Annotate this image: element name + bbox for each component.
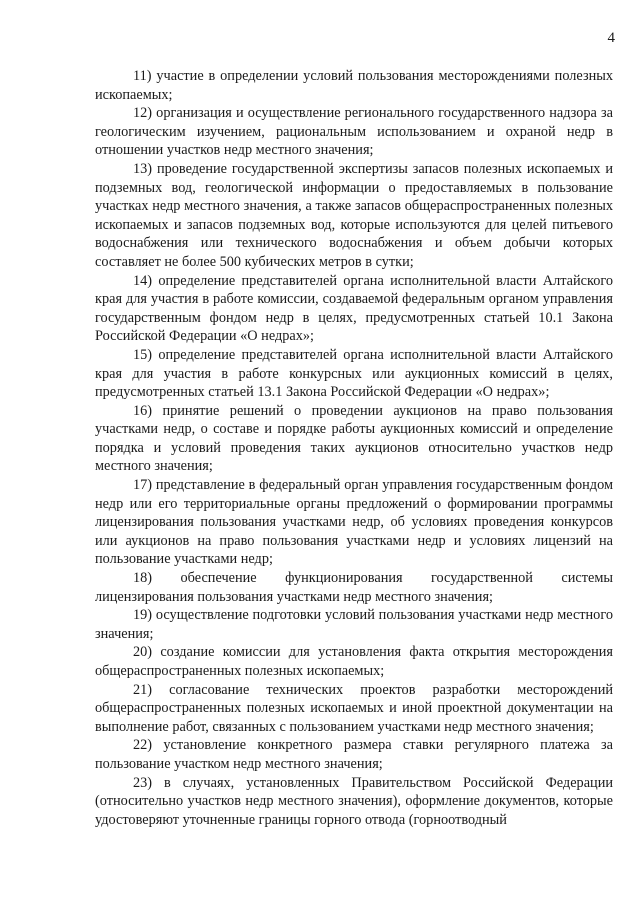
list-item-17: 17) представление в федеральный орган управления государственным фондом недр или его территориальные органы предложений о формировании программы лицензирования пользования участками недр, об условиях проведения конкурсов или аукционов на право пользования участками недр и условиях лицензий на пользование участками недр; bbox=[95, 477, 613, 568]
list-item-21: 21) согласование технических проектов разработки месторождений общераспространенных полезных ископаемых и иной проектной документации на выполнение работ, связанных с пользованием участками недр местного значения; bbox=[95, 681, 613, 735]
list-item-19: 19) осуществление подготовки условий пользования участками недр местного значения; bbox=[95, 607, 613, 642]
list-item-15: 15) определение представителей органа исполнительной власти Алтайского края для участия в работе конкурсных или аукционных комиссий в целях, предусмотренных статьей 13.1 Закона Российской Федерации «О недрах»; bbox=[95, 346, 613, 401]
list-item-16: 16) принятие решений о проведении аукционов на право пользования участками недр, о составе и порядке работы аукционных комиссий и определение порядка и условий проведения таких аукционов относительно участков недр местного значения; bbox=[95, 402, 613, 475]
document-body bbox=[95, 67, 613, 829]
list-item-23: 23) в случаях, установленных Правительством Российской Федерации (относительно участков недр местного значения), оформление документов, которые удостоверяют уточненные границы горного отвода (горноотводный bbox=[95, 774, 613, 828]
list-item-11: 11) участие в определении условий пользования месторождениями полезных ископаемых; bbox=[95, 68, 613, 103]
list-item-14: 14) определение представителей органа исполнительной власти Алтайского края для участия в работе комиссии, создаваемой федеральным органом управления государственным фондом недр в целях, предусмотренных статьей 10.1 Закона Российской Федерации «О недрах»; bbox=[95, 272, 613, 345]
list-item-20: 20) создание комиссии для установления факта открытия месторождения общераспространенных полезных ископаемых; bbox=[95, 644, 613, 679]
list-item-22: 22) установление конкретного размера ставки регулярного платежа за пользование участком недр местного значения; bbox=[95, 737, 613, 772]
list-item-12: 12) организация и осуществление регионального государственного надзора за геологическим изучением, рациональным использованием и охраной недр в отношении участков недр местного значения; bbox=[95, 105, 613, 159]
list-item-13: 13) проведение государственной экспертизы запасов полезных ископаемых и подземных вод, геологической информации о предоставляемых в пользование участках недр местного значения, а также запасов общераспространенных полезных ископаемых и запасов подземных вод, которые используются для целей питьевого водоснабжения или технического водоснабжения и объем добычи которых составляет не более 500 кубических метров в сутки; bbox=[95, 160, 613, 270]
list-item-18: 18) обеспечение функционирования государственной системы лицензирования пользования участками недр местного значения; bbox=[95, 570, 613, 605]
page-number: 4 bbox=[607, 30, 615, 46]
